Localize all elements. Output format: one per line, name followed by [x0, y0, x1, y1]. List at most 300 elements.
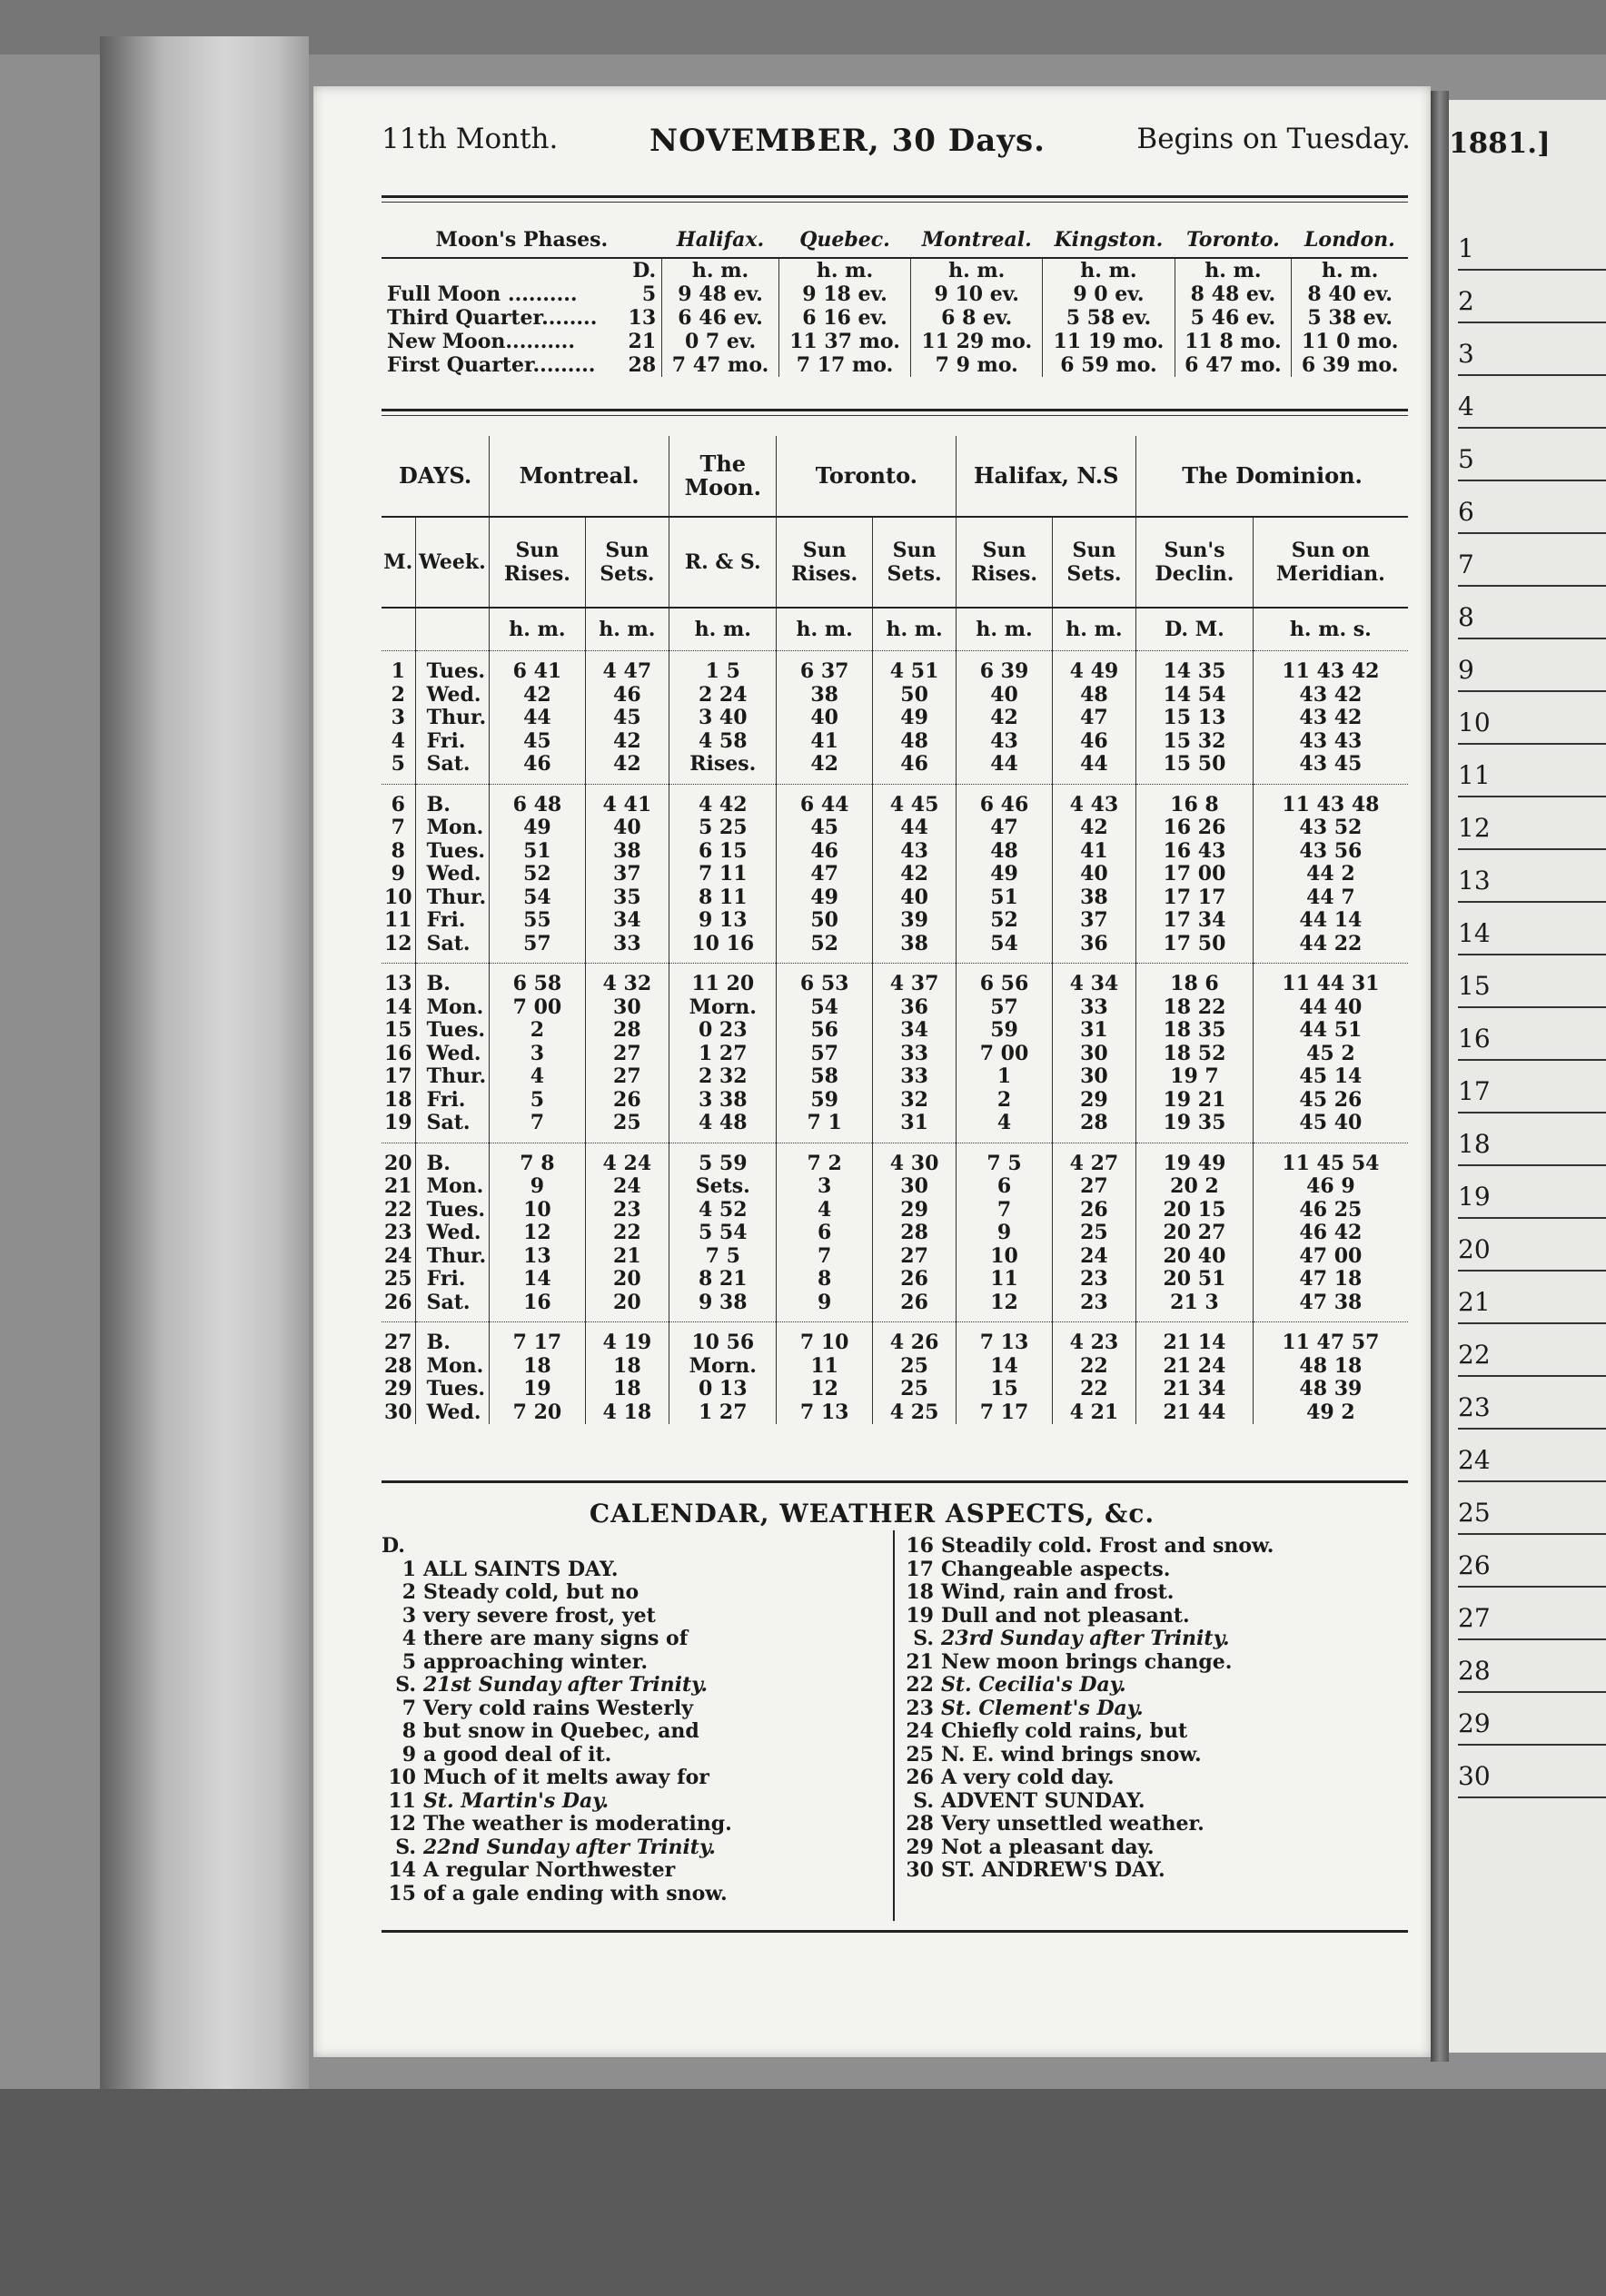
toronto-sun-sets: 33 — [872, 1043, 956, 1066]
calendar-entry — [382, 1790, 890, 1814]
calendar-day-number: 19 — [906, 1603, 934, 1628]
calendar-entry — [899, 1813, 1408, 1836]
montreal-sun-sets: 37 — [585, 863, 669, 886]
table-row — [382, 1378, 1408, 1401]
calendar-note: A regular Northwester — [423, 1858, 676, 1882]
halifax-sun-sets: 4 34 — [1052, 964, 1135, 996]
day-of-month: 18 — [384, 1087, 412, 1112]
toronto-sun-sets: 39 — [872, 909, 956, 933]
phase-day: 28 — [620, 353, 661, 377]
montreal-sun-rises: 2 — [490, 1019, 585, 1043]
facing-page-day: 14 — [1458, 918, 1491, 948]
calendar-note: Very cold rains Westerly — [423, 1696, 693, 1720]
facing-page-row — [1458, 534, 1606, 587]
facing-page-row — [1458, 1324, 1606, 1377]
sun-declination: 17 50 — [1136, 933, 1254, 964]
facing-page-row — [1458, 481, 1606, 534]
moon-phase-row — [382, 306, 1408, 330]
phase-time: 6 47 mo. — [1175, 353, 1292, 377]
toronto-sun-rises: 58 — [777, 1065, 872, 1089]
moon-phases-table — [382, 223, 1408, 377]
montreal-sun-sets: 28 — [585, 1019, 669, 1043]
toronto-sun-sets: 32 — [872, 1089, 956, 1113]
moon-rise-set: 1 27 — [669, 1401, 777, 1425]
montreal-sun-rises: 45 — [490, 730, 585, 754]
col-kingston: Kingston. — [1043, 223, 1175, 258]
montreal-sun-rises: 9 — [490, 1175, 585, 1199]
unit-hm: h. m. — [490, 608, 585, 651]
header-rule — [382, 195, 1408, 198]
calendar-day-number: 2 — [402, 1580, 416, 1604]
calendar-day-number: 3 — [402, 1603, 416, 1628]
moon-phase-row — [382, 353, 1408, 377]
halifax-sun-sets: 30 — [1052, 1043, 1135, 1066]
montreal-sun-sets: 20 — [585, 1292, 669, 1322]
halifax-sun-sets: 28 — [1052, 1112, 1135, 1143]
facing-page-day: 28 — [1458, 1656, 1491, 1686]
sun-meridian: 44 7 — [1253, 886, 1408, 910]
toronto-sun-sets: 36 — [872, 996, 956, 1020]
sun-meridian: 44 14 — [1253, 909, 1408, 933]
table-row — [382, 933, 1408, 964]
calendar-day-number: 24 — [906, 1719, 934, 1743]
sun-meridian: 44 51 — [1253, 1019, 1408, 1043]
phase-name: Third Quarter........ — [387, 306, 598, 330]
montreal-sun-sets: 30 — [585, 996, 669, 1020]
calendar-entry — [899, 1859, 1408, 1883]
halifax-sun-sets: 29 — [1052, 1089, 1135, 1113]
table-row — [382, 684, 1408, 708]
montreal-sun-rises: 57 — [490, 933, 585, 964]
toronto-sun-sets: 48 — [872, 730, 956, 754]
table-row — [382, 1268, 1408, 1292]
montreal-sun-sets: 20 — [585, 1268, 669, 1292]
phase-time: 5 38 ev. — [1292, 306, 1408, 330]
montreal-sun-sets: 42 — [585, 730, 669, 754]
toronto-sun-sets: 4 30 — [872, 1143, 956, 1175]
sun-meridian: 47 38 — [1253, 1292, 1408, 1322]
halifax-sun-rises: 47 — [957, 816, 1052, 840]
halifax-sun-sets: 4 43 — [1052, 784, 1135, 816]
toronto-sun-sets: 4 25 — [872, 1401, 956, 1425]
calendar-day-number: 30 — [906, 1858, 934, 1882]
facing-page-row — [1458, 903, 1606, 955]
calendar-entry — [382, 1674, 890, 1697]
sun-declination: 20 15 — [1136, 1199, 1254, 1222]
moon-table-rule-thin — [382, 415, 1408, 416]
calendar-note: Steadily cold. Frost and snow. — [941, 1534, 1274, 1558]
facing-page-row — [1458, 1061, 1606, 1113]
toronto-sun-rises: 38 — [777, 684, 872, 708]
halifax-sun-rises: 57 — [957, 996, 1052, 1020]
unit-hm: h. m. — [1175, 258, 1292, 282]
day-of-week: Tues. — [415, 840, 490, 864]
facing-page-day: 25 — [1458, 1498, 1491, 1528]
calendar-note: 23rd Sunday after Trinity. — [941, 1627, 1230, 1650]
calendar-entry — [899, 1674, 1408, 1697]
calendar-entry — [899, 1767, 1408, 1790]
table-row — [382, 753, 1408, 784]
table-row — [382, 784, 1408, 816]
day-of-week: Mon. — [415, 816, 490, 840]
table-row — [382, 909, 1408, 933]
toronto-sun-sets: 4 51 — [872, 651, 956, 684]
halifax-sun-sets: 31 — [1052, 1019, 1135, 1043]
montreal-sun-rises: 13 — [490, 1245, 585, 1269]
halifax-sun-rises: 44 — [957, 753, 1052, 784]
day-of-month: 23 — [384, 1221, 412, 1244]
moon-rise-set: 5 25 — [669, 816, 777, 840]
day-of-week: B. — [415, 1143, 490, 1175]
toronto-sun-rises: 7 — [777, 1245, 872, 1269]
unit-hm: h. m. — [957, 608, 1052, 651]
sub-declin: Sun's Declin. — [1136, 517, 1254, 608]
phase-time: 11 37 mo. — [778, 330, 910, 353]
toronto-sun-rises: 6 44 — [777, 784, 872, 816]
moon-rise-set: 9 38 — [669, 1292, 777, 1322]
montreal-sun-sets: 40 — [585, 816, 669, 840]
facing-page-day: 9 — [1458, 655, 1474, 685]
montreal-sun-rises: 19 — [490, 1378, 585, 1401]
moon-rise-set: 7 5 — [669, 1245, 777, 1269]
group-montreal: Montreal. — [490, 436, 669, 517]
day-of-month: 6 — [391, 792, 405, 816]
day-of-month: 1 — [391, 659, 405, 683]
book-gutter — [1431, 91, 1449, 2062]
phase-time: 5 58 ev. — [1043, 306, 1175, 330]
calendar-entry — [899, 1628, 1408, 1651]
facing-page-day: 13 — [1458, 866, 1491, 896]
moon-rise-set: 5 59 — [669, 1143, 777, 1175]
phase-time: 7 47 mo. — [662, 353, 779, 377]
montreal-sun-sets: 27 — [585, 1043, 669, 1066]
toronto-sun-rises: 11 — [777, 1355, 872, 1379]
day-of-week: Tues. — [415, 651, 490, 684]
calendar-entry — [382, 1836, 890, 1860]
facing-page-row — [1458, 692, 1606, 745]
day-of-month: 15 — [384, 1018, 412, 1042]
moon-rise-set: 10 56 — [669, 1322, 777, 1355]
toronto-sun-sets: 26 — [872, 1292, 956, 1322]
facing-page-row — [1458, 639, 1606, 692]
calendar-note: The weather is moderating. — [423, 1812, 732, 1836]
calendar-entry — [899, 1535, 1408, 1559]
sun-declination: 18 52 — [1136, 1043, 1254, 1066]
calendar-entry — [382, 1720, 890, 1744]
montreal-sun-rises: 16 — [490, 1292, 585, 1322]
halifax-sun-sets: 22 — [1052, 1378, 1135, 1401]
day-of-week: Wed. — [415, 1222, 490, 1245]
montreal-sun-rises: 7 17 — [490, 1322, 585, 1355]
halifax-sun-rises: 4 — [957, 1112, 1052, 1143]
moon-units-row — [382, 258, 1408, 282]
moon-rise-set: 8 21 — [669, 1268, 777, 1292]
month-label: 11th Month. — [382, 123, 559, 155]
moon-rise-set: 9 13 — [669, 909, 777, 933]
halifax-sun-rises: 7 5 — [957, 1143, 1052, 1175]
facing-page — [1449, 100, 1606, 2053]
calendar-entry — [899, 1697, 1408, 1721]
day-of-week: Fri. — [415, 1089, 490, 1113]
sub-montreal-rises: Sun Rises. — [490, 517, 585, 608]
col-toronto: Toronto. — [1175, 223, 1292, 258]
montreal-sun-sets: 46 — [585, 684, 669, 708]
calendar-note: but snow in Quebec, and — [423, 1719, 699, 1743]
facing-page-day: 1 — [1458, 233, 1474, 263]
toronto-sun-sets: 26 — [872, 1268, 956, 1292]
facing-page-day: 15 — [1458, 971, 1491, 1001]
facing-page-row — [1458, 1377, 1606, 1430]
unit-hm: h. m. — [669, 608, 777, 651]
day-of-week: Wed. — [415, 1401, 490, 1425]
calendar-note: a good deal of it. — [423, 1742, 612, 1767]
sun-declination: 15 32 — [1136, 730, 1254, 754]
day-of-month: 27 — [384, 1331, 412, 1354]
halifax-sun-rises: 59 — [957, 1019, 1052, 1043]
sub-montreal-sets: Sun Sets. — [585, 517, 669, 608]
sun-declination: 18 22 — [1136, 996, 1254, 1020]
calendar-day-number: 9 — [402, 1742, 416, 1767]
facing-page-row — [1458, 797, 1606, 850]
halifax-sun-rises: 54 — [957, 933, 1052, 964]
montreal-sun-sets: 22 — [585, 1222, 669, 1245]
halifax-sun-rises: 11 — [957, 1268, 1052, 1292]
toronto-sun-rises: 42 — [777, 753, 872, 784]
halifax-sun-sets: 25 — [1052, 1222, 1135, 1245]
facing-page-day: 2 — [1458, 286, 1474, 316]
sun-declination: 21 14 — [1136, 1322, 1254, 1355]
day-of-week: Thur. — [415, 1065, 490, 1089]
calendar-day-number: 22 — [906, 1673, 934, 1697]
phase-time: 11 8 mo. — [1175, 330, 1292, 353]
table-row — [382, 1245, 1408, 1269]
moon-rise-set: 1 27 — [669, 1043, 777, 1066]
montreal-sun-rises: 6 58 — [490, 964, 585, 996]
halifax-sun-sets: 30 — [1052, 1065, 1135, 1089]
day-of-month: 24 — [384, 1243, 412, 1268]
montreal-sun-rises: 7 00 — [490, 996, 585, 1020]
facing-page-day: 27 — [1458, 1603, 1491, 1633]
phase-time: 9 10 ev. — [911, 282, 1043, 306]
moon-rise-set: 7 11 — [669, 863, 777, 886]
day-of-week: Sat. — [415, 933, 490, 964]
moon-rise-set: 3 40 — [669, 707, 777, 730]
day-of-month: 4 — [391, 728, 405, 753]
day-of-month: 20 — [384, 1151, 412, 1175]
halifax-sun-rises: 6 — [957, 1175, 1052, 1199]
sun-meridian: 44 2 — [1253, 863, 1408, 886]
calendar-day-number: 7 — [402, 1696, 416, 1720]
table-row — [382, 1112, 1408, 1143]
calendar-right-column — [899, 1535, 1408, 1883]
sun-meridian: 44 22 — [1253, 933, 1408, 964]
begins-label: Begins on Tuesday. — [1136, 123, 1411, 155]
calendar-note: Very unsettled weather. — [941, 1812, 1204, 1836]
unit-hm: h. m. — [872, 608, 956, 651]
halifax-sun-sets: 44 — [1052, 753, 1135, 784]
sub-halifax-sets: Sun Sets. — [1052, 517, 1135, 608]
almanac-page — [313, 86, 1431, 2057]
sun-declination: 18 35 — [1136, 1019, 1254, 1043]
facing-page-row — [1458, 1219, 1606, 1272]
montreal-sun-rises: 55 — [490, 909, 585, 933]
moon-rise-set: 0 13 — [669, 1378, 777, 1401]
toronto-sun-rises: 54 — [777, 996, 872, 1020]
halifax-sun-rises: 12 — [957, 1292, 1052, 1322]
page-title: NOVEMBER, 30 Days. — [649, 123, 1046, 159]
calendar-entry — [382, 1628, 890, 1651]
phase-time: 11 0 mo. — [1292, 330, 1408, 353]
moon-phases-header: Moon's Phases. — [382, 223, 662, 258]
col-halifax: Halifax. — [662, 223, 779, 258]
sun-meridian: 48 39 — [1253, 1378, 1408, 1401]
calendar-entry — [899, 1651, 1408, 1675]
sun-meridian: 43 52 — [1253, 816, 1408, 840]
facing-page-day: 29 — [1458, 1708, 1491, 1738]
calendar-entry — [382, 1883, 890, 1906]
sub-m: M. — [382, 517, 415, 608]
toronto-sun-rises: 40 — [777, 707, 872, 730]
calendar-day-number: 15 — [388, 1881, 416, 1905]
toronto-sun-rises: 45 — [777, 816, 872, 840]
toronto-sun-sets: 33 — [872, 1065, 956, 1089]
table-row — [382, 1089, 1408, 1113]
calendar-day-number: 21 — [906, 1649, 934, 1674]
sun-declination: 21 24 — [1136, 1355, 1254, 1379]
calendar-entry — [899, 1836, 1408, 1860]
calendar-title: CALENDAR, WEATHER ASPECTS, &c. — [589, 1499, 1155, 1529]
day-of-week: Mon. — [415, 1175, 490, 1199]
table-row — [382, 1322, 1408, 1355]
toronto-sun-sets: 28 — [872, 1222, 956, 1245]
sun-declination: 21 44 — [1136, 1401, 1254, 1425]
phase-day: 5 — [620, 282, 661, 306]
day-of-month: 17 — [384, 1064, 412, 1088]
facing-page-row — [1458, 323, 1606, 376]
toronto-sun-rises: 47 — [777, 863, 872, 886]
sun-meridian: 11 47 57 — [1253, 1322, 1408, 1355]
facing-page-day: 21 — [1458, 1287, 1491, 1317]
montreal-sun-rises: 7 8 — [490, 1143, 585, 1175]
montreal-sun-rises: 6 41 — [490, 651, 585, 684]
phase-time: 7 17 mo. — [778, 353, 910, 377]
daily-sun-moon-table — [382, 436, 1408, 1424]
day-of-week: Fri. — [415, 730, 490, 754]
calendar-entry — [899, 1559, 1408, 1582]
halifax-sun-rises: 51 — [957, 886, 1052, 910]
facing-page-row — [1458, 1430, 1606, 1482]
group-halifax: Halifax, N.S — [957, 436, 1136, 517]
col-london: London. — [1292, 223, 1408, 258]
calendar-day-number: 25 — [906, 1742, 934, 1767]
sun-meridian: 11 45 54 — [1253, 1143, 1408, 1175]
facing-page-row — [1458, 1588, 1606, 1640]
halifax-sun-sets: 22 — [1052, 1355, 1135, 1379]
montreal-sun-rises: 49 — [490, 816, 585, 840]
sun-meridian: 46 9 — [1253, 1175, 1408, 1199]
montreal-sun-rises: 7 — [490, 1112, 585, 1143]
facing-page-day: 11 — [1458, 760, 1491, 790]
halifax-sun-rises: 7 — [957, 1199, 1052, 1222]
toronto-sun-sets: 25 — [872, 1355, 956, 1379]
calendar-day-number: S. — [395, 1835, 416, 1859]
halifax-sun-sets: 37 — [1052, 909, 1135, 933]
day-of-month: 28 — [384, 1353, 412, 1378]
facing-page-day: 26 — [1458, 1550, 1491, 1580]
moon-rise-set: 4 58 — [669, 730, 777, 754]
toronto-sun-sets: 25 — [872, 1378, 956, 1401]
halifax-sun-rises: 2 — [957, 1089, 1052, 1113]
toronto-sun-rises: 46 — [777, 840, 872, 864]
sun-declination: 16 43 — [1136, 840, 1254, 864]
phase-day: 21 — [620, 330, 661, 353]
facing-page-row — [1458, 955, 1606, 1008]
sub-meridian: Sun on Meridian. — [1253, 517, 1408, 608]
day-of-week: Sat. — [415, 1112, 490, 1143]
table-row — [382, 1355, 1408, 1379]
header-rule-thin — [382, 202, 1408, 203]
montreal-sun-rises: 44 — [490, 707, 585, 730]
montreal-sun-sets: 23 — [585, 1199, 669, 1222]
halifax-sun-rises: 9 — [957, 1222, 1052, 1245]
table-row — [382, 996, 1408, 1020]
calendar-note: Much of it melts away for — [423, 1766, 709, 1789]
table-row — [382, 730, 1408, 754]
day-of-week: Sat. — [415, 753, 490, 784]
calendar-note: 22nd Sunday after Trinity. — [423, 1835, 716, 1859]
sun-declination: 19 7 — [1136, 1065, 1254, 1089]
montreal-sun-sets: 35 — [585, 886, 669, 910]
halifax-sun-rises: 7 00 — [957, 1043, 1052, 1066]
facing-page-row — [1458, 850, 1606, 903]
montreal-sun-sets: 34 — [585, 909, 669, 933]
moon-rise-set: 5 54 — [669, 1222, 777, 1245]
day-of-week: Sat. — [415, 1292, 490, 1322]
day-of-week: Wed. — [415, 1043, 490, 1066]
montreal-sun-sets: 27 — [585, 1065, 669, 1089]
calendar-note: ST. ANDREW'S DAY. — [941, 1858, 1165, 1882]
facing-page-row — [1458, 1482, 1606, 1535]
unit-hm: h. m. — [777, 608, 872, 651]
toronto-sun-sets: 27 — [872, 1245, 956, 1269]
calendar-right-items — [899, 1535, 1408, 1883]
facing-page-row — [1458, 1113, 1606, 1166]
halifax-sun-sets: 48 — [1052, 684, 1135, 708]
calendar-note: Chiefly cold rains, but — [941, 1719, 1188, 1743]
toronto-sun-sets: 44 — [872, 816, 956, 840]
halifax-sun-rises: 7 13 — [957, 1322, 1052, 1355]
facing-page-row — [1458, 1535, 1606, 1588]
facing-page-day: 22 — [1458, 1340, 1491, 1370]
halifax-sun-rises: 15 — [957, 1378, 1052, 1401]
phase-time: 6 8 ev. — [911, 306, 1043, 330]
montreal-sun-rises: 46 — [490, 753, 585, 784]
calendar-note: A very cold day. — [941, 1766, 1115, 1789]
sun-declination: 19 35 — [1136, 1112, 1254, 1143]
halifax-sun-rises: 49 — [957, 863, 1052, 886]
sun-meridian: 46 25 — [1253, 1199, 1408, 1222]
calendar-entry — [382, 1559, 890, 1582]
calendar-bottom-rule — [382, 1930, 1408, 1933]
halifax-sun-sets: 4 27 — [1052, 1143, 1135, 1175]
day-of-week: Thur. — [415, 886, 490, 910]
montreal-sun-rises: 4 — [490, 1065, 585, 1089]
sun-meridian: 11 44 31 — [1253, 964, 1408, 996]
day-of-week: B. — [415, 784, 490, 816]
phase-time: 6 46 ev. — [662, 306, 779, 330]
phase-name: New Moon.......... — [387, 330, 575, 353]
montreal-sun-rises: 18 — [490, 1355, 585, 1379]
